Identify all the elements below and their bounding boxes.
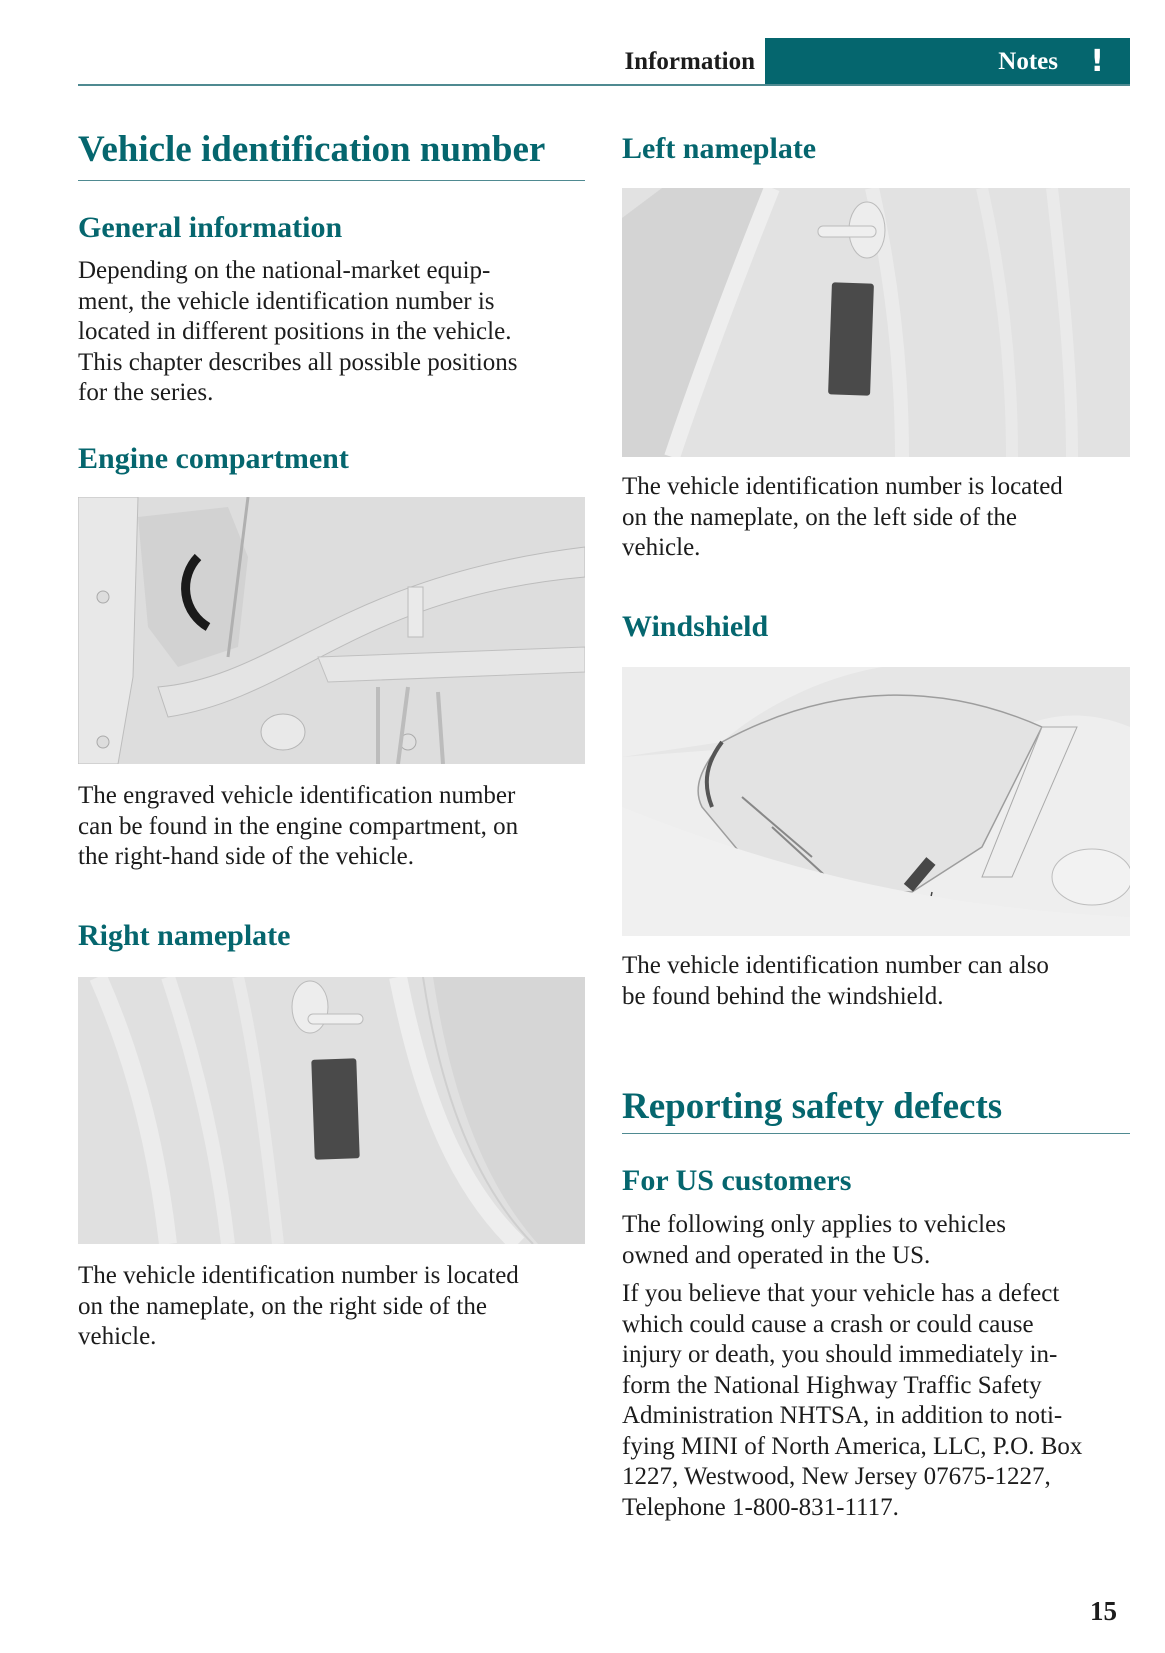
text-line: The engraved vehicle identification number <box>78 782 516 809</box>
chapter-tab-label: Notes <box>998 48 1058 75</box>
text-line: vehicle. <box>622 534 701 561</box>
general-information-text <box>78 256 598 409</box>
text-line: fying MINI of North America, LLC, P.O. Box <box>622 1432 1083 1460</box>
header-section-title: Information <box>624 48 755 75</box>
text-line: The vehicle identification number is located <box>78 1262 519 1289</box>
heading-right-nameplate: Right nameplate <box>78 919 291 952</box>
text-line: for the series. <box>78 379 214 406</box>
heading-engine-compartment: Engine compartment <box>78 442 349 475</box>
page-number: 15 <box>1090 1596 1117 1626</box>
us-customers-intro <box>622 1210 1152 1271</box>
text-line: The vehicle identification number can also <box>622 952 1049 979</box>
text-line: on the nameplate, on the left side of the <box>622 503 1018 531</box>
text-line: on the nameplate, on the right side of the <box>78 1292 487 1320</box>
text-line: Administration NHTSA, in addition to noti- <box>622 1402 1063 1429</box>
text-line: ment, the vehicle identification number is <box>78 287 495 315</box>
text-line: This chapter describes all possible positions <box>78 348 518 376</box>
text-line: located in different positions in the vehicle. <box>78 318 512 345</box>
right-nameplate-text <box>78 1261 598 1353</box>
text-line: the right-hand side of the vehicle. <box>78 843 414 870</box>
page-title: Vehicle identification number <box>78 129 546 170</box>
header-rule <box>78 84 1130 86</box>
windshield-text <box>622 951 1152 1012</box>
text-line: be found behind the windshield. <box>622 982 944 1010</box>
section-title-reporting-safety-defects: Reporting safety defects <box>622 1086 1003 1127</box>
exclamation-icon: ! <box>1090 44 1104 79</box>
right-nameplate-illustration <box>78 977 585 1244</box>
text-line: injury or death, you should immediately in- <box>622 1341 1058 1368</box>
chapter-tab-notes[interactable] <box>765 38 1130 85</box>
text-line: which could cause a crash or could cause <box>622 1310 1034 1338</box>
text-line: 1227, Westwood, New Jersey 07675-1227, <box>622 1463 1051 1490</box>
text-line: The vehicle identification number is located <box>622 473 1063 500</box>
text-line: The following only applies to vehicles <box>622 1211 1006 1238</box>
text-line: owned and operated in the US. <box>622 1241 931 1269</box>
title-rule <box>78 180 585 181</box>
heading-left-nameplate: Left nameplate <box>622 132 817 165</box>
left-nameplate-illustration <box>622 188 1130 457</box>
heading-for-us-customers: For US customers <box>622 1164 852 1197</box>
windshield-illustration <box>622 667 1130 936</box>
heading-windshield: Windshield <box>622 610 769 643</box>
section-rule <box>622 1133 1130 1134</box>
heading-general-information: General information <box>78 211 343 244</box>
text-line: Telephone 1-800-831-1117. <box>622 1493 899 1521</box>
text-line: can be found in the engine compartment, on <box>78 812 519 840</box>
text-line: Depending on the national-market equip- <box>78 257 491 284</box>
text-line: vehicle. <box>78 1323 157 1350</box>
text-line: If you believe that your vehicle has a defect <box>622 1280 1060 1307</box>
engine-compartment-illustration <box>78 497 585 764</box>
defect-reporting-text <box>622 1279 1152 1523</box>
text-line: form the National Highway Traffic Safety <box>622 1371 1042 1399</box>
left-nameplate-text <box>622 472 1152 564</box>
engine-compartment-text <box>78 781 598 873</box>
